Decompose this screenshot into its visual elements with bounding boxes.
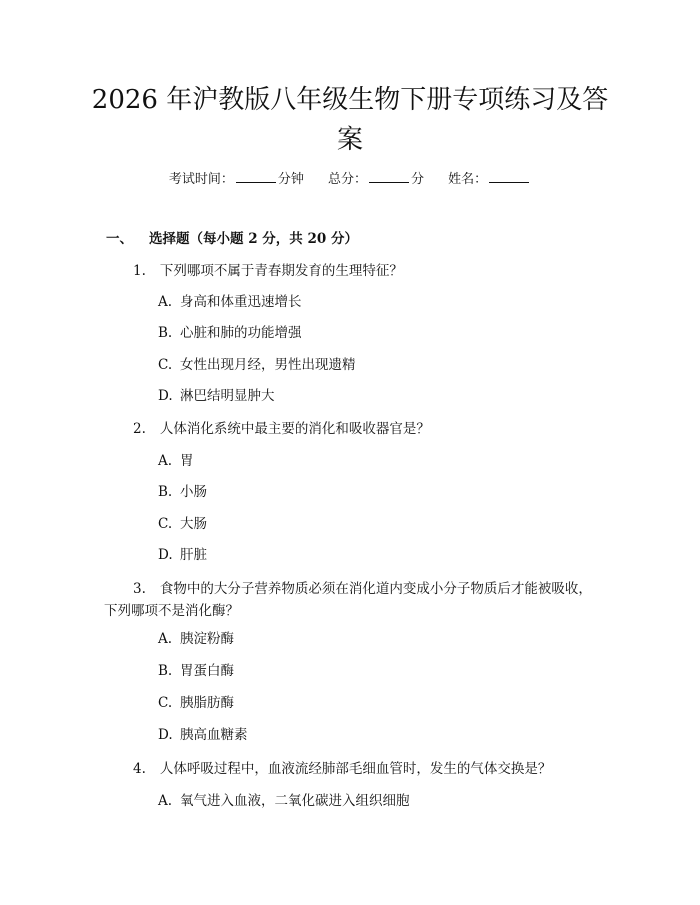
name-label: 姓名： [448,172,488,187]
exam-meta [0,168,700,190]
option-3c[interactable] [158,693,234,713]
section-number: 一、 [106,231,133,247]
exam-time [169,168,304,190]
option-2d[interactable] [158,545,207,565]
document-title: 2026 年沪教版八年级生物下册专项练习及答案 [91,85,609,155]
name-blank[interactable] [489,168,529,183]
option-letter: A. [158,294,173,310]
question-2 [133,419,430,439]
option-text: 小肠 [180,484,207,500]
option-2c[interactable] [158,514,207,534]
option-text: 胰脂肪酶 [180,695,234,711]
option-1a[interactable] [158,292,302,312]
option-3d[interactable] [158,725,248,745]
option-letter: D. [158,388,173,404]
option-letter: B. [158,325,173,341]
option-3a[interactable] [158,629,234,649]
option-letter: B. [158,484,173,500]
question-number: 3. [133,581,146,597]
option-text: 氧气进入血液，二氧化碳进入组织细胞 [180,793,410,809]
option-letter: B. [158,663,173,679]
option-letter: A. [158,793,173,809]
question-text: 下列哪项不属于青春期发育的生理特征？ [159,263,403,279]
question-1 [133,261,403,281]
option-text: 胃 [180,453,194,469]
score-unit: 分 [411,172,425,187]
time-unit: 分钟 [277,172,304,187]
option-1c[interactable] [158,355,356,375]
student-name [448,168,531,190]
question-text-line-2: 下列哪项不是消化酶？ [104,603,239,619]
option-letter: C. [158,695,173,711]
option-letter: A. [158,631,173,647]
option-3b[interactable] [158,661,234,681]
option-2a[interactable] [158,451,194,471]
option-letter: D. [158,727,173,743]
question-text: 人体呼吸过程中，血液流经肺部毛细血管时，发生的气体交换是？ [159,761,552,777]
option-text: 肝脏 [180,547,207,563]
question-number: 1. [133,263,146,279]
option-text: 胰高血糖素 [180,727,248,743]
section-heading [106,229,358,249]
question-number: 4. [133,761,146,777]
option-letter: C. [158,357,173,373]
option-text: 女性出现月经，男性出现遗精 [180,357,356,373]
section-title: 选择题（每小题 2 分，共 20 分） [149,231,358,247]
option-text: 心脏和肺的功能增强 [180,325,302,341]
total-score [328,168,424,190]
time-label: 考试时间： [168,172,234,187]
option-1b[interactable] [158,323,302,343]
question-number: 2. [133,421,146,437]
question-4 [133,759,551,779]
option-text: 胃蛋白酶 [180,663,234,679]
option-letter: A. [158,453,173,469]
score-label: 总分： [327,172,367,187]
question-text-line-1: 食物中的大分子营养物质必须在消化道内变成小分子物质后才能被吸收， [159,581,592,597]
option-text: 大肠 [180,516,207,532]
option-text: 身高和体重迅速增长 [180,294,302,310]
question-text: 人体消化系统中最主要的消化和吸收器官是？ [159,421,430,437]
option-text: 胰淀粉酶 [180,631,234,647]
option-4a[interactable] [158,791,410,811]
time-blank[interactable] [236,168,276,183]
option-letter: C. [158,516,173,532]
question-3-continued [104,601,239,621]
score-blank[interactable] [369,168,409,183]
option-text: 淋巴结明显肿大 [180,388,275,404]
option-letter: D. [158,547,173,563]
question-3 [133,579,592,599]
option-2b[interactable] [158,482,207,502]
option-1d[interactable] [158,386,275,406]
